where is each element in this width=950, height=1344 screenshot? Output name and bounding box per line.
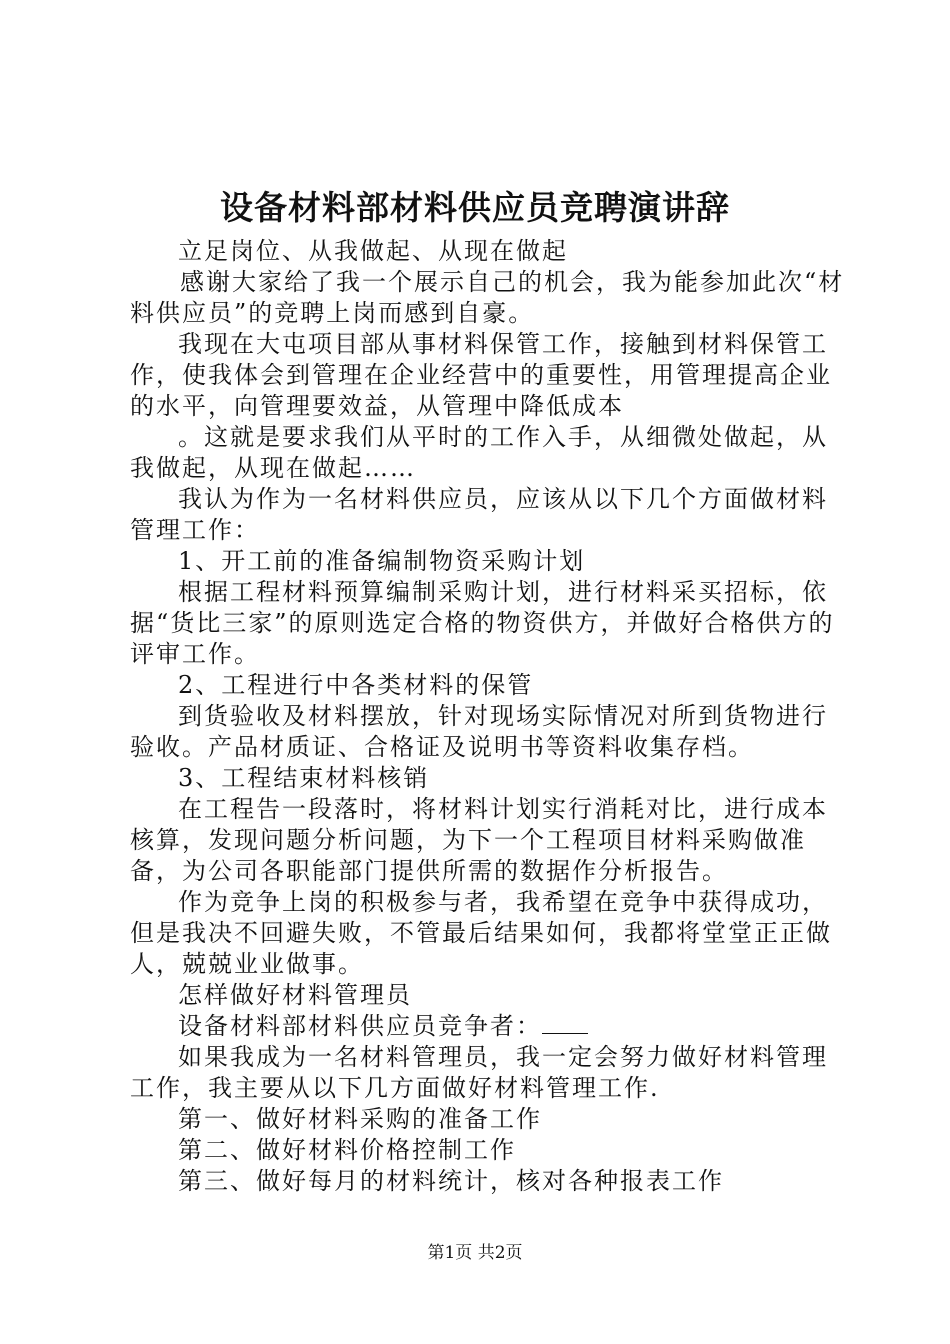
paragraph: 作为竞争上岗的积极参与者，我希望在竞争中获得成功，但是我决不回避失败，不管最后结果如何，我都将堂堂正正做人，兢兢业业做事。 <box>130 888 832 978</box>
page-footer: 第1页 共2页 <box>427 1243 523 1263</box>
paragraph: 根据工程材料预算编制采购计划，进行材料采买招标，依据“货比三家”的原则选定合格的物资供方，并做好合格供方的评审工作。 <box>130 578 835 668</box>
paragraph: 感谢大家给了我一个展示自己的机会，我为能参加此次“材料供应员”的竞聘上岗而感到自豪。 <box>130 268 845 327</box>
paragraph: 2、工程进行中各类材料的保管 <box>178 671 534 699</box>
paragraph: 我现在大屯项目部从事材料保管工作，接触到材料保管工作，使我体会到管理在企业经营中的重要性，用管理提高企业的水平，向管理要效益，从管理中降低成本 <box>130 330 832 420</box>
document-title: 设备材料部材料供应员竞聘演讲辞 <box>220 188 730 227</box>
paragraph: 。这就是要求我们从平时的工作入手，从细微处做起，从我做起，从现在做起…… <box>130 423 828 482</box>
paragraph: 第一、做好材料采购的准备工作 <box>178 1105 542 1133</box>
paragraph: 在工程告一段落时，将材料计划实行消耗对比，进行成本核算，发现问题分析问题，为下一个工程项目材料采购做准备，为公司各职能部门提供所需的数据作分析报告。 <box>130 795 828 885</box>
paragraph: 3、工程结束材料核销 <box>178 764 430 792</box>
paragraph: 我认为作为一名材料供应员，应该从以下几个方面做材料管理工作： <box>130 485 828 544</box>
paragraph: 1、开工前的准备编制物资采购计划 <box>178 547 586 575</box>
paragraph: 第三、做好每月的材料统计，核对各种报表工作 <box>178 1167 724 1195</box>
paragraph: 如果我成为一名材料管理员，我一定会努力做好材料管理工作，我主要从以下几方面做好材料管理工作. <box>130 1043 828 1102</box>
competitor-label: 设备材料部材料供应员竞争者： <box>178 1012 542 1040</box>
paragraph: 第二、做好材料价格控制工作 <box>178 1136 516 1164</box>
paragraph: 立足岗位、从我做起、从现在做起 <box>178 237 568 265</box>
name-blank <box>542 1013 588 1034</box>
paragraph: 到货验收及材料摆放，针对现场实际情况对所到货物进行验收。产品材质证、合格证及说明书等资料收集存档。 <box>130 702 828 761</box>
competitor-line <box>130 1011 850 1042</box>
document-body <box>130 236 850 1197</box>
paragraph: 怎样做好材料管理员 <box>178 981 412 1009</box>
